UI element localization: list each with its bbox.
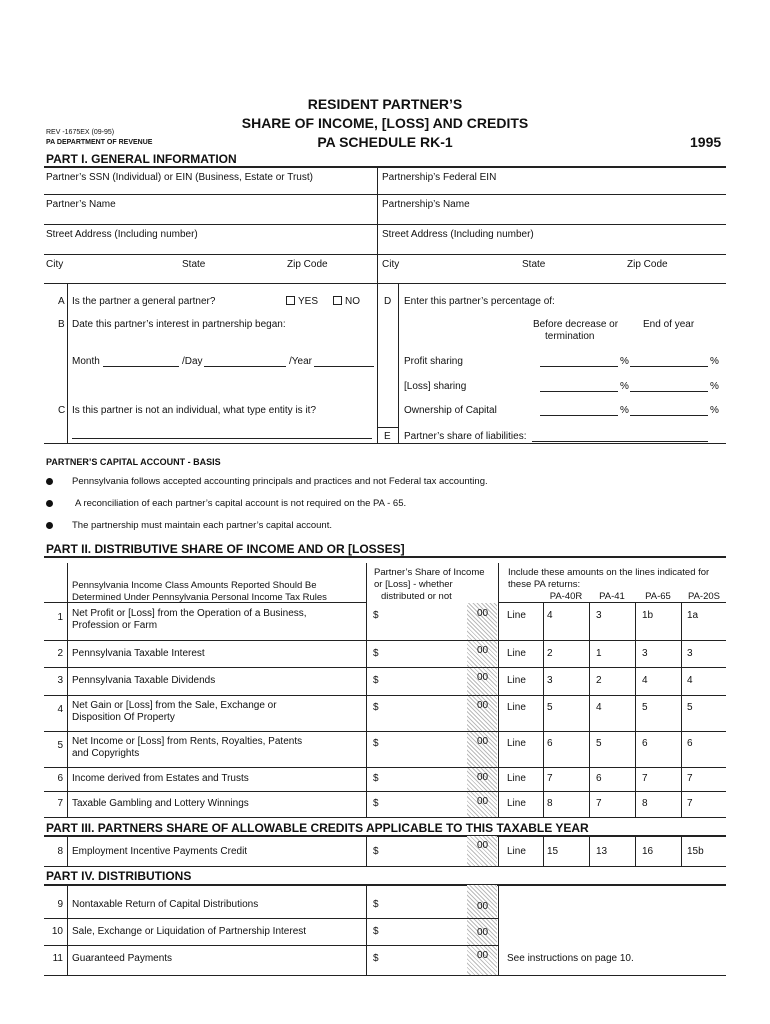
income-cents: 00 (477, 672, 489, 683)
rule (44, 283, 726, 284)
return-line-value: 6 (642, 738, 648, 749)
e-letter: E (384, 431, 391, 442)
rule (366, 885, 367, 975)
checkbox-icon (286, 296, 295, 305)
distribution-amount-input[interactable]: $ (373, 926, 379, 937)
ein-label: Partnership’s Federal EIN (382, 172, 497, 183)
income-amount-input[interactable]: $ (373, 798, 379, 809)
line-label: Line (507, 846, 526, 857)
form-pa40r: PA-40R (549, 591, 583, 602)
profit-before-input[interactable] (540, 366, 618, 367)
distribution-amount-input[interactable]: $ (373, 899, 379, 910)
distribution-amount-input[interactable]: $ (373, 953, 379, 964)
row-number: 2 (57, 647, 63, 659)
city-label-partnership: City (382, 259, 400, 270)
pct-sign: % (710, 405, 719, 416)
pct-sign: % (620, 356, 629, 367)
rule (681, 603, 682, 817)
rule (398, 284, 399, 444)
form-pa65: PA-65 (645, 591, 671, 602)
a-letter: A (58, 296, 65, 307)
credit-cents: 00 (477, 840, 489, 851)
liabilities-input[interactable] (532, 441, 708, 442)
part1-rule (44, 166, 726, 168)
distribution-label: Sale, Exchange or Liquidation of Partnership Interest (72, 926, 307, 937)
rule (44, 254, 726, 255)
capital-note-1: Pennsylvania follows accepted accounting principals and practices and not Federal tax accounting. (72, 476, 488, 487)
distribution-cents: 00 (477, 950, 489, 961)
return-line-value: 8 (642, 798, 648, 809)
income-cents: 00 (477, 700, 489, 711)
return-line-value: 5 (547, 702, 553, 713)
row-number: 11 (52, 953, 63, 964)
rule (635, 603, 636, 817)
col-returns-header-2: these PA returns: (508, 579, 581, 590)
loss-sharing-label: [Loss] sharing (404, 381, 467, 392)
form-pa41: PA-41 (599, 591, 625, 602)
row-rule (44, 731, 726, 732)
return-line-value: 6 (547, 738, 553, 749)
rule (44, 975, 726, 976)
income-cents: 00 (477, 645, 489, 656)
income-amount-input[interactable]: $ (373, 675, 379, 686)
title-line-2: SHARE OF INCOME, [LOSS] AND CREDITS (241, 115, 529, 131)
line-label: Line (507, 773, 526, 784)
return-line-value: 2 (596, 675, 602, 686)
row-rule (44, 767, 726, 768)
rule (44, 443, 726, 444)
capital-heading: PARTNER’S CAPITAL ACCOUNT - BASIS (46, 457, 221, 467)
no-label: NO (345, 296, 360, 307)
income-class-label: Pennsylvania Taxable Dividends (72, 675, 216, 686)
return-line-value: 8 (547, 798, 553, 809)
return-line-value: 7 (642, 773, 648, 784)
termination-label: termination (545, 331, 595, 342)
street-label-partnership: Street Address (Including number) (382, 229, 534, 240)
percentage-question: Enter this partner’s percentage of: (404, 296, 555, 307)
return-line-value: 6 (687, 738, 693, 749)
distribution-cents: 00 (477, 901, 489, 912)
income-amount-input[interactable]: $ (373, 738, 379, 749)
credit-pa40r: 15 (547, 846, 559, 857)
loss-end-input[interactable] (630, 391, 708, 392)
row-number: 1 (57, 612, 63, 623)
income-class-label: Income derived from Estates and Trusts (72, 773, 249, 784)
rule (498, 885, 499, 975)
return-line-value: 1b (642, 610, 654, 621)
row-number: 7 (57, 798, 63, 809)
rule (44, 224, 726, 225)
part2-heading: PART II. DISTRIBUTIVE SHARE OF INCOME AND OR [LOSSES] (46, 542, 405, 556)
rule (67, 284, 68, 444)
col-class-header-2: Determined Under Pennsylvania Personal Income Tax Rules (72, 592, 327, 603)
profit-end-input[interactable] (630, 366, 708, 367)
part4-heading: PART IV. DISTRIBUTIONS (46, 869, 192, 883)
no-checkbox[interactable] (333, 296, 360, 308)
form-pa20s: PA-20S (687, 591, 721, 602)
capital-note-3: The partnership must maintain each partner’s capital account. (72, 520, 332, 531)
return-line-value: 5 (596, 738, 602, 749)
distribution-cents: 00 (477, 927, 489, 938)
yes-checkbox[interactable] (286, 296, 318, 308)
distribution-label: Guaranteed Payments (72, 953, 173, 964)
entity-type-question: Is this partner is not an individual, what type entity is it? (72, 405, 317, 416)
day-input[interactable] (204, 366, 286, 367)
rule (366, 836, 367, 866)
row-number: 3 (57, 675, 63, 686)
credit-pa41: 13 (596, 846, 608, 857)
bullet-icon (46, 522, 53, 529)
col-share-header-2: or [Loss] - whether (374, 579, 453, 590)
income-cents: 00 (477, 772, 489, 783)
income-class-label-cont: Profession or Farm (72, 620, 158, 631)
d-letter: D (384, 296, 392, 307)
month-input[interactable] (103, 366, 179, 367)
return-line-value: 3 (687, 647, 693, 659)
rule (67, 885, 68, 975)
zip-label: Zip Code (287, 259, 328, 270)
month-label: Month (72, 356, 100, 367)
rule (543, 836, 544, 866)
credit-pa65: 16 (642, 846, 654, 857)
rule (44, 835, 726, 837)
return-line-value: 1 (596, 647, 602, 659)
row-number: 8 (57, 846, 63, 857)
info-divider (377, 167, 378, 283)
day-label: /Day (182, 356, 203, 367)
return-line-value: 7 (687, 798, 693, 809)
pct-sign: % (710, 356, 719, 367)
rule (44, 602, 366, 603)
year-label: /Year (289, 356, 312, 367)
rule (377, 284, 378, 444)
return-line-value: 7 (687, 773, 693, 784)
liabilities-label: Partner’s share of liabilities: (404, 431, 527, 442)
income-class-label: Net Income or [Loss] from Rents, Royalties, Patents (72, 736, 303, 747)
title-line-1: RESIDENT PARTNER’S (307, 96, 463, 112)
loss-before-input[interactable] (540, 391, 618, 392)
interest-date-question: Date this partner’s interest in partnership began: (72, 319, 286, 330)
partner-name-label: Partner’s Name (46, 199, 116, 210)
partnership-name-label: Partnership’s Name (382, 199, 470, 210)
instructions-note: See instructions on page 10. (507, 953, 634, 964)
income-amount-input[interactable]: $ (373, 702, 379, 713)
rule (44, 945, 498, 946)
rule (44, 194, 726, 195)
row-number: 10 (51, 926, 63, 937)
rule (498, 836, 499, 866)
before-decrease-label: Before decrease or (533, 319, 619, 330)
return-line-value: 3 (547, 675, 553, 686)
credit-label: Employment Incentive Payments Credit (72, 846, 248, 857)
checkbox-icon (333, 296, 342, 305)
department: PA DEPARTMENT OF REVENUE (46, 139, 153, 146)
end-of-year-label: End of year (643, 319, 695, 330)
return-line-value: 4 (547, 610, 553, 621)
return-line-value: 5 (687, 702, 693, 713)
credit-amount-input[interactable]: $ (373, 846, 379, 857)
rule (44, 556, 726, 558)
tax-year: 1995 (690, 134, 722, 150)
ownership-label: Ownership of Capital (404, 405, 497, 416)
bullet-icon (46, 478, 53, 485)
rule (67, 836, 68, 866)
row-number: 5 (57, 740, 63, 751)
street-label: Street Address (Including number) (46, 229, 198, 240)
income-class-label-cont: and Copyrights (72, 748, 140, 759)
return-line-value: 4 (596, 702, 602, 713)
distribution-label: Nontaxable Return of Capital Distributions (72, 899, 259, 910)
return-line-value: 7 (596, 798, 602, 809)
pct-sign: % (620, 405, 629, 416)
return-line-value: 1a (687, 610, 699, 621)
rule (635, 836, 636, 866)
income-class-label: Pennsylvania Taxable Interest (72, 647, 205, 659)
income-amount-input[interactable]: $ (373, 647, 379, 659)
line-label: Line (507, 610, 526, 621)
rule (44, 866, 726, 867)
line-label: Line (507, 675, 526, 686)
row-rule (44, 667, 726, 668)
row-number: 6 (57, 773, 63, 784)
return-line-value: 4 (687, 675, 693, 686)
ownership-before-input[interactable] (540, 415, 618, 416)
yes-label: YES (298, 296, 319, 307)
bullet-icon (46, 500, 53, 507)
col-share-header-1: Partner’s Share of Income (374, 567, 485, 578)
rule (589, 603, 590, 817)
capital-note-2: A reconciliation of each partner’s capital account is not required on the PA - 65. (75, 498, 407, 509)
return-line-value: 5 (642, 702, 648, 713)
b-letter: B (58, 319, 65, 330)
return-line-value: 7 (547, 773, 553, 784)
ssn-label: Partner’s SSN (Individual) or EIN (Business, Estate or Trust) (46, 172, 313, 183)
rule (681, 836, 682, 866)
return-line-value: 4 (642, 675, 648, 686)
return-line-value: 6 (596, 773, 602, 784)
line-label: Line (507, 647, 526, 659)
pct-sign: % (710, 381, 719, 392)
state-label-partnership: State (522, 259, 546, 270)
line-label: Line (507, 702, 526, 713)
entity-type-input[interactable] (72, 438, 372, 439)
line-label: Line (507, 738, 526, 749)
credit-pa20s: 15b (687, 846, 704, 857)
return-line-value: 3 (596, 610, 602, 621)
rule (543, 603, 544, 817)
return-line-value: 3 (642, 647, 648, 659)
row-rule (44, 817, 726, 818)
state-label: State (182, 259, 206, 270)
row-number: 9 (57, 899, 63, 910)
income-class-label: Net Profit or [Loss] from the Operation of a Business, (72, 608, 307, 619)
rule (589, 836, 590, 866)
year-input[interactable] (314, 366, 374, 367)
income-amount-input[interactable]: $ (373, 773, 379, 784)
zip-label-partnership: Zip Code (627, 259, 668, 270)
pct-sign: % (620, 381, 629, 392)
rule (378, 427, 398, 428)
income-cents: 00 (477, 796, 489, 807)
city-label: City (46, 259, 64, 270)
income-class-label-cont: Disposition Of Property (72, 712, 175, 723)
row-rule (44, 695, 726, 696)
income-cents: 00 (477, 736, 489, 747)
profit-sharing-label: Profit sharing (404, 356, 463, 367)
rule (44, 918, 498, 919)
part1-heading: PART I. GENERAL INFORMATION (46, 152, 237, 166)
part3-heading: PART III. PARTNERS SHARE OF ALLOWABLE CREDITS APPLICABLE TO THIS TAXABLE YEAR (46, 821, 589, 835)
rule (366, 563, 367, 817)
income-amount-input[interactable]: $ (373, 610, 379, 621)
form-id: REV -1675EX (09-95) (46, 129, 115, 136)
col-share-header-3: distributed or not (381, 591, 452, 602)
income-class-label: Taxable Gambling and Lottery Winnings (72, 798, 249, 809)
rule (498, 602, 726, 603)
col-class-header-1: Pennsylvania Income Class Amounts Reported Should Be (72, 580, 317, 591)
row-number: 4 (57, 704, 63, 715)
general-partner-question: Is the partner a general partner? (72, 296, 216, 307)
row-rule (44, 791, 726, 792)
ownership-end-input[interactable] (630, 415, 708, 416)
return-line-value: 2 (547, 647, 553, 659)
row-rule (44, 640, 726, 641)
col-returns-header-1: Include these amounts on the lines indicated for (508, 567, 710, 578)
income-class-label: Net Gain or [Loss] from the Sale, Exchange or (72, 700, 277, 711)
c-letter: C (58, 405, 66, 416)
rule (44, 884, 726, 886)
title-line-3: PA SCHEDULE RK-1 (317, 134, 453, 150)
income-cents: 00 (477, 608, 489, 619)
line-label: Line (507, 798, 526, 809)
